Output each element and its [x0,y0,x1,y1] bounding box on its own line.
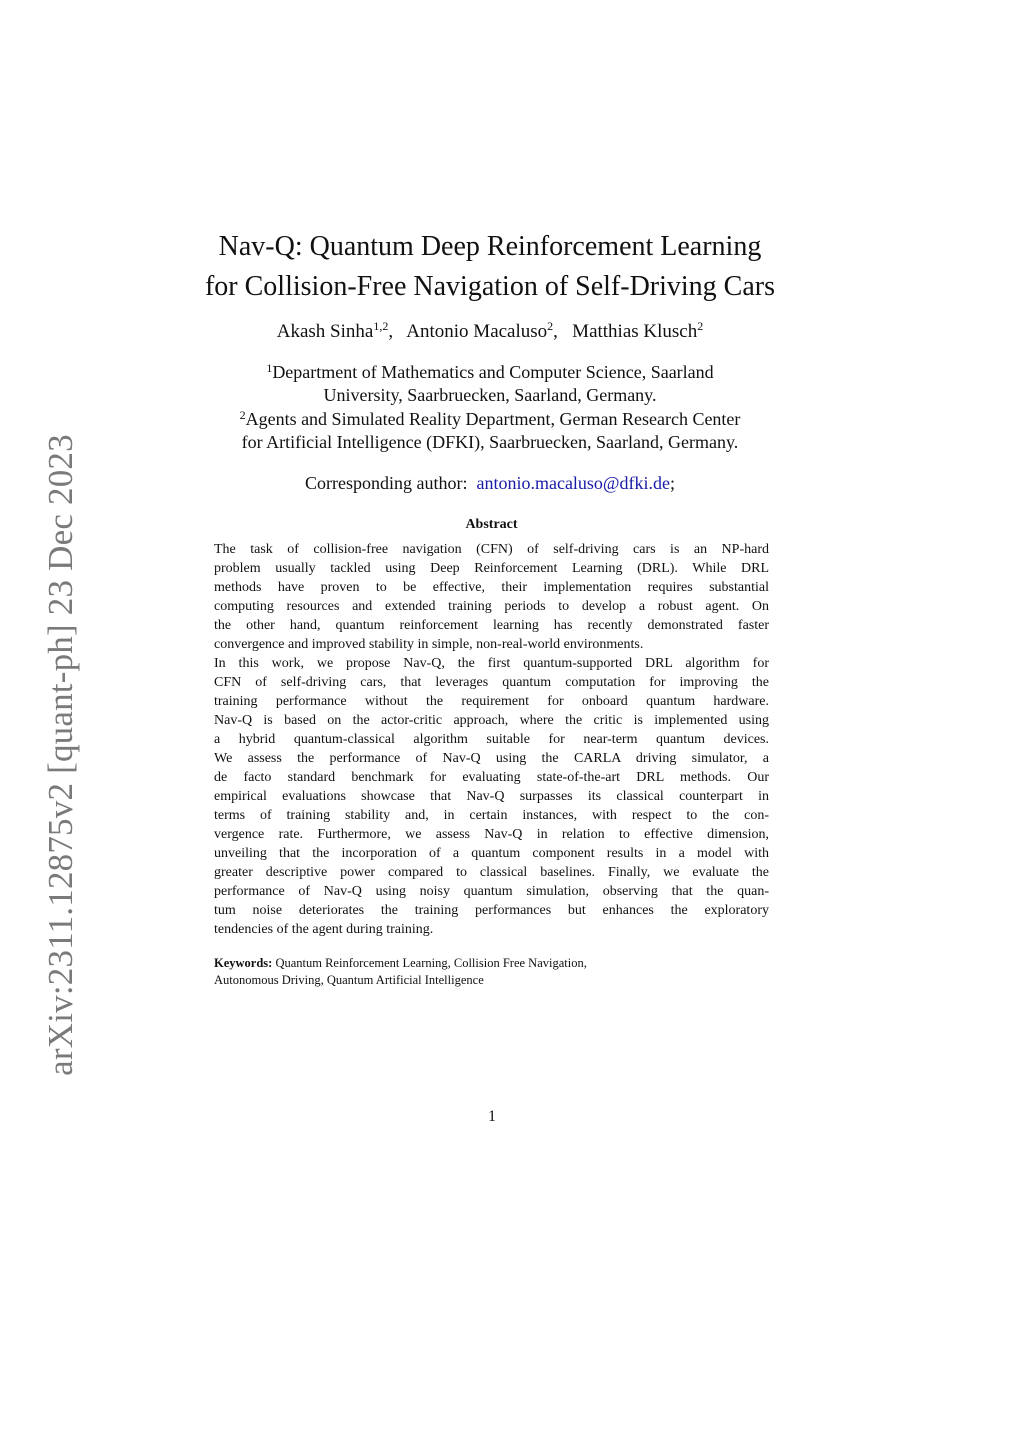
abstract-line: training performance without the requirement for onboard quantum hardware. [214,694,769,709]
page-number: 1 [488,1108,496,1125]
author-list: Akash Sinha$^{1,2}$, Antonio Macaluso$^2$, Matthias Klusch$^2$ [276,319,704,342]
abstract-line: de facto standard benchmark for evaluating state-of-the-art DRL methods. Our [214,770,769,785]
abstract-heading: Abstract [465,517,518,532]
abstract-line: problem usually tackled using Deep Reinforcement Learning (DRL). While DRL [214,561,769,576]
abstract-line: greater descriptive power compared to classical baselines. Finally, we evaluate the [214,865,769,880]
keywords-label: Keywords: [214,956,273,970]
abstract-line: a hybrid quantum-classical algorithm suitable for near-term quantum devices. [214,732,769,747]
abstract-line: Nav-Q is based on the actor-critic approach, where the critic is implemented using [214,713,769,728]
abstract-line: terms of training stability and, in certain instances, with respect to the con- [214,808,769,823]
abstract-body [214,540,769,939]
affiliation-1-line-2: University, Saarbruecken, Saarland, Germany. [323,385,657,405]
affiliation-marker: 1 [266,361,273,375]
corresponding-author-suffix: ; [670,473,676,493]
abstract-line: tendencies of the agent during training. [214,922,434,937]
corresponding-author-label: Corresponding author: [304,473,468,493]
arxiv-identifier-text: arXiv:2311.12875v2 [quant-ph] 23 Dec 2023 [41,434,80,1076]
abstract-line: The task of collision-free navigation (CFN) of self-driving cars is an NP-hard [214,542,769,557]
affiliation-1 [180,357,800,407]
abstract-line: vergence rate. Furthermore, we assess Nav-Q in relation to effective dimension, [214,827,769,842]
keywords-block [214,955,769,989]
author-name: Antonio Macaluso [406,321,548,342]
author-affiliation-marker: 1,2 [373,319,389,333]
affiliation-1-line-1: $^1$Department of Mathematics and Computer Science, Saarland [266,361,714,382]
abstract-line: We assess the performance of Nav-Q using the CARLA driving simulator, a [214,751,769,766]
author-name: Matthias Klusch [572,321,698,342]
affiliation-2-line-1: $^2$Agents and Simulated Reality Department, German Research Center [239,408,741,429]
affiliation-2-line-2: for Artificial Intelligence (DFKI), Saarbruecken, Saarland, Germany. [241,432,739,452]
abstract-line: tum noise deteriorates the training performances but enhances the exploratory [214,903,769,918]
author-affiliation-marker: 2 [547,319,554,333]
abstract-line: performance of Nav-Q using noisy quantum simulation, observing that the quan- [214,884,769,899]
paper-title [180,227,800,307]
affiliation-marker: 2 [239,408,246,422]
corresponding-author-email-link[interactable]: antonio.macaluso@dfki.de [476,473,670,493]
abstract-line: In this work, we propose Nav-Q, the first quantum-supported DRL algorithm for [214,656,769,671]
abstract-line: convergence and improved stability in simple, non-real-world environments. [214,637,644,652]
abstract-line: the other hand, quantum reinforcement learning has recently demonstrated faster [214,618,769,633]
abstract-line: computing resources and extended training periods to develop a robust agent. On [214,599,769,614]
abstract-line: methods have proven to be effective, their implementation requires substantial [214,580,769,595]
corresponding-author [180,473,800,494]
author-affiliation-marker: 2 [697,319,704,333]
title-line-1: Nav-Q: Quantum Deep Reinforcement Learning [218,231,762,262]
abstract-line: empirical evaluations showcase that Nav-Q surpasses its classical counterpart in [214,789,769,804]
abstract-line: CFN of self-driving cars, that leverages quantum computation for improving the [214,675,769,690]
affiliation-2 [180,404,800,454]
title-line-2: for Collision-Free Navigation of Self-Driving Cars [204,271,775,302]
author-name: Akash Sinha [276,321,374,342]
keywords-line-1: Keywords: Quantum Reinforcement Learning, Collision Free Navigation, [214,956,587,970]
keywords-line-2: Autonomous Driving, Quantum Artificial Intelligence [214,973,484,987]
abstract-line: unveiling that the incorporation of a quantum component results in a model with [214,846,769,861]
